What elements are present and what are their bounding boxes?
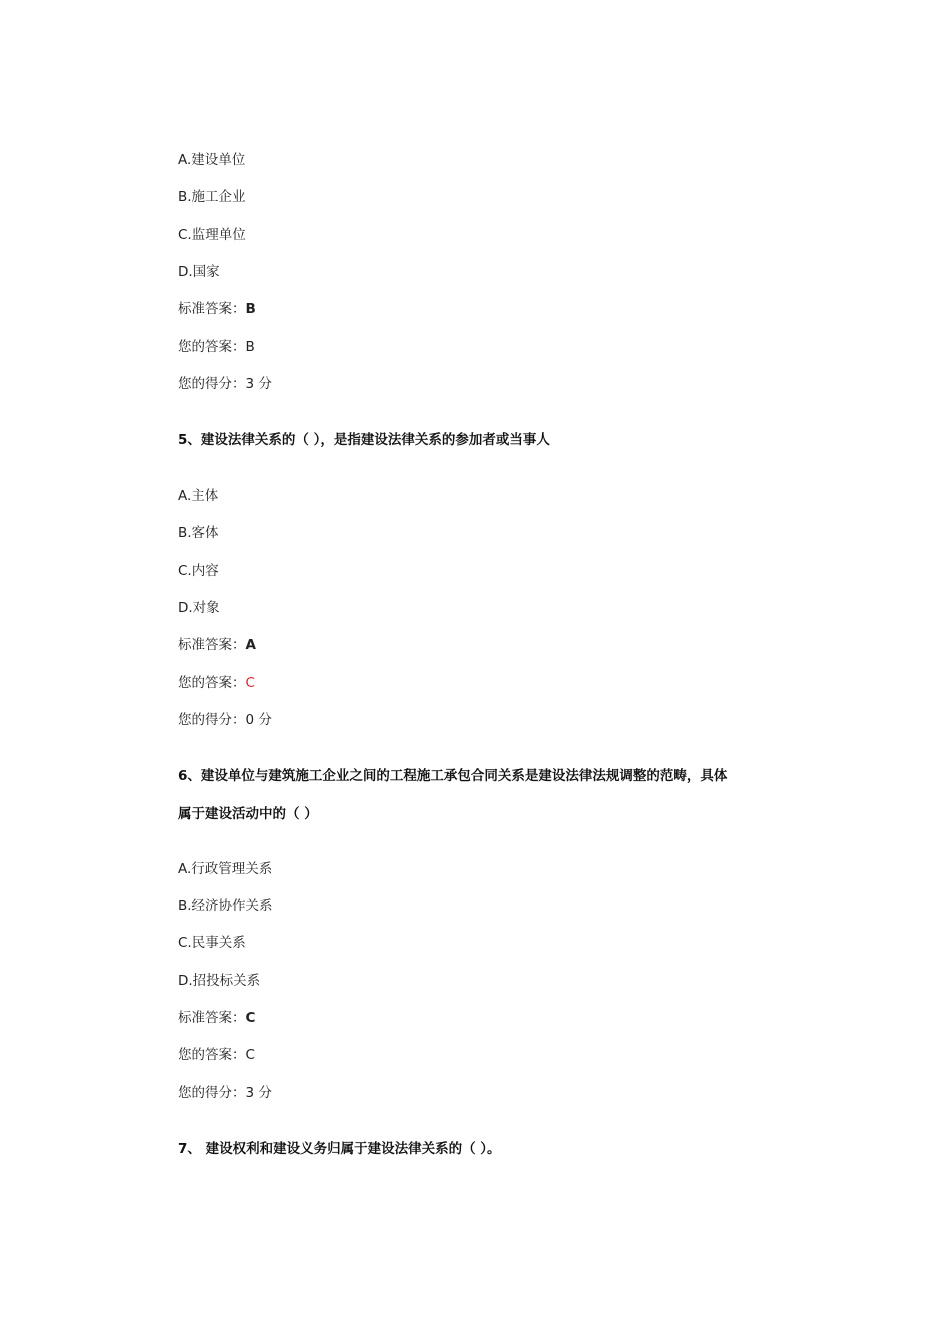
q5-option-a: A.主体 (178, 488, 219, 504)
q4-option-a: A.建设单位 (178, 152, 246, 168)
q6-your-answer (178, 1046, 255, 1064)
q6-title-line1: 6、建设单位与建筑施工企业之间的工程施工承包合同关系是建设法律法规调整的范畴，具体 (178, 768, 728, 784)
q5-score (178, 711, 272, 729)
q5-standard-answer (178, 636, 256, 654)
standard-answer-label: 标准答案： (178, 1010, 246, 1026)
score-label: 您的得分： (178, 1085, 246, 1101)
q4-score (178, 375, 272, 393)
q4-option-b: B.施工企业 (178, 189, 246, 205)
q6-title-line2: 属于建设活动中的（ ） (178, 806, 318, 822)
q6-option-d: D.招投标关系 (178, 973, 261, 989)
standard-answer-value: B (245, 301, 256, 317)
standard-answer-label: 标准答案： (178, 637, 246, 653)
standard-answer-value: A (245, 637, 256, 653)
score-value: 3 分 (245, 376, 272, 392)
your-answer-label: 您的答案： (178, 339, 246, 355)
q6-option-a: A.行政管理关系 (178, 861, 273, 877)
q6-option-c: C.民事关系 (178, 935, 246, 951)
q6-standard-answer (178, 1009, 255, 1027)
q6-option-b: B.经济协作关系 (178, 898, 273, 914)
q4-option-d: D.国家 (178, 264, 220, 280)
q4-option-c: C.监理单位 (178, 227, 246, 243)
q5-your-answer (178, 674, 255, 692)
q5-option-d: D.对象 (178, 600, 220, 616)
q6-score (178, 1084, 272, 1102)
q5-option-c: C.内容 (178, 563, 219, 579)
q4-your-answer (178, 338, 255, 356)
your-answer-value: B (245, 339, 255, 355)
score-label: 您的得分： (178, 376, 246, 392)
score-label: 您的得分： (178, 712, 246, 728)
your-answer-value: C (245, 1047, 255, 1063)
score-value: 0 分 (245, 712, 272, 728)
standard-answer-label: 标准答案： (178, 301, 246, 317)
score-value: 3 分 (245, 1085, 272, 1101)
q7-title: 7、 建设权利和建设义务归属于建设法律关系的（ ）。 (178, 1141, 501, 1157)
q4-standard-answer (178, 300, 256, 318)
your-answer-value-wrong: C (245, 675, 255, 691)
your-answer-label: 您的答案： (178, 1047, 246, 1063)
your-answer-label: 您的答案： (178, 675, 246, 691)
q5-option-b: B.客体 (178, 525, 219, 541)
standard-answer-value: C (245, 1010, 256, 1026)
q5-title: 5、建设法律关系的（ ），是指建设法律关系的参加者或当事人 (178, 432, 550, 448)
